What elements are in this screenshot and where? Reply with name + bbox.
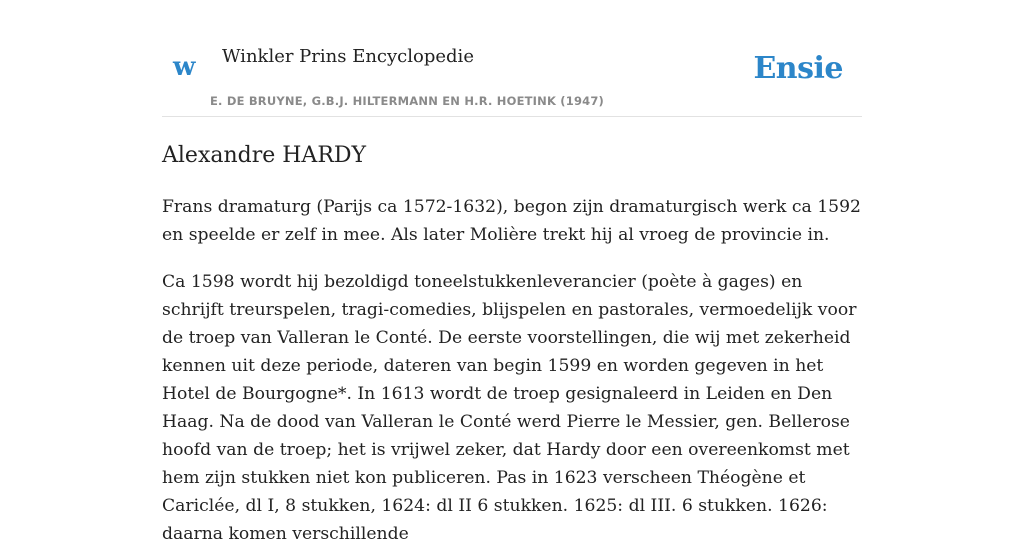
article-paragraph: Frans dramaturg (Parijs ca 1572-1632), begon zijn dramaturgisch werk ca 1592 en speelde er zelf in mee. Als later Molière trekt hij al vroeg de provincie in.: [162, 197, 861, 245]
site-title[interactable]: Winkler Prins Encyclopedie: [222, 46, 474, 67]
page: [162, 0, 862, 548]
site-header: [162, 0, 862, 117]
article-paragraph: Ca 1598 wordt hij bezoldigd toneelstukkenleverancier (poète à gages) en schrijft treurspelen, tragi-comedies, blijspelen en pastorales, vermoedelijk voor de troep van Valleran le Conté. De eerste voorstellingen, die wij met zekerheid kennen uit deze periode, dateren van begin 1599 en worden gegeven in het Hotel de Bourgogne*. In 1613 wordt de troep gesignaleerd in Leiden en Den Haag. Na de dood van Valleran le Conté werd Pierre le Messier, gen. Bellerose hoofd van de troep; het is vrijwel zeker, dat Hardy door een overeenkomst met hem zijn stukken niet kon publiceren. Pas in 1623 verscheen Théogène et Cariclée, dl I, 8 stukken, 1624: dl II 6 stukken. 1625: dl III. 6 stukken. 1626: daarna komen verschillende: [162, 272, 857, 544]
article-title: Alexandre HARDY: [162, 143, 367, 168]
winkler-prins-logo[interactable]: w: [173, 52, 196, 82]
site-subtitle: E. DE BRUYNE, G.B.J. HILTERMANN EN H.R. HOETINK (1947): [210, 94, 605, 108]
ensie-brand-logo[interactable]: Ensie: [753, 51, 843, 86]
